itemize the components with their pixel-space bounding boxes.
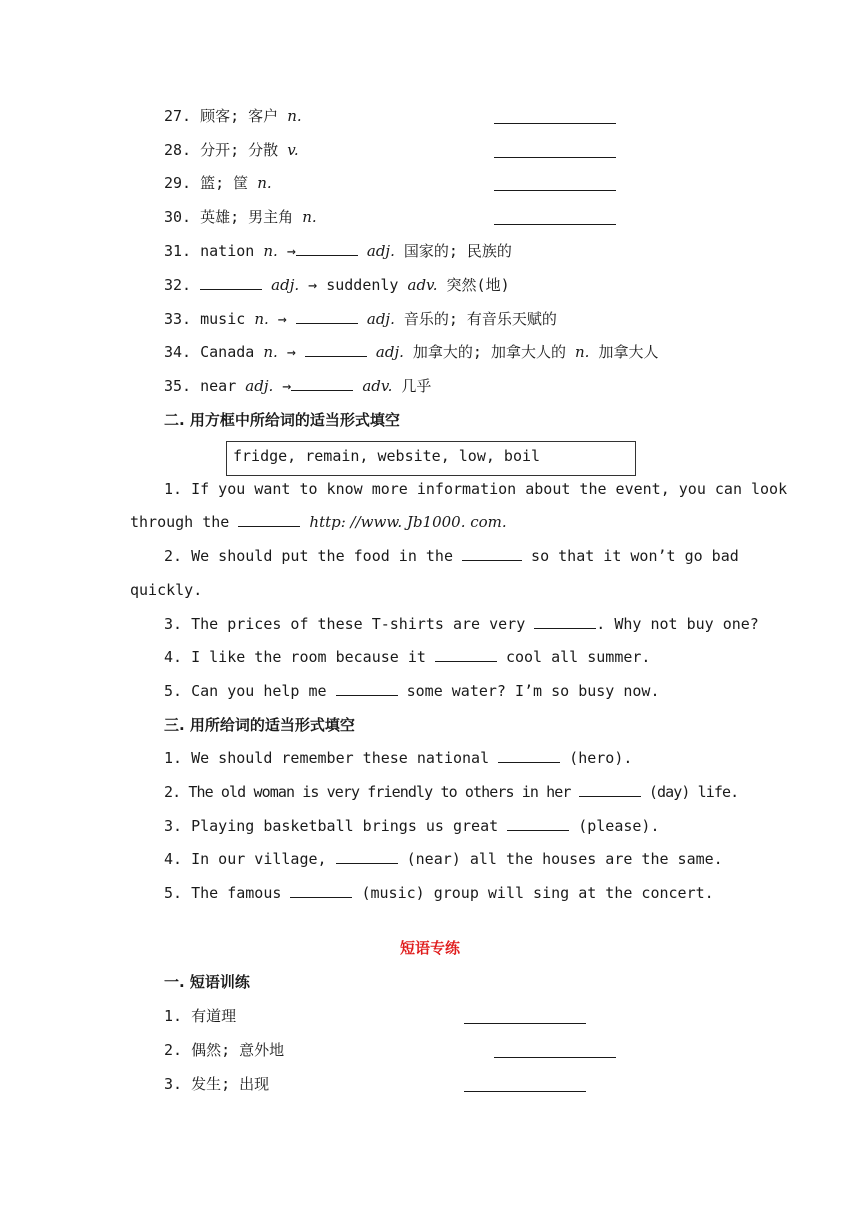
answer-blank[interactable] xyxy=(494,1057,616,1058)
answer-blank[interactable] xyxy=(435,647,497,662)
answer-blank[interactable] xyxy=(296,309,358,324)
answer-blank[interactable] xyxy=(296,241,358,256)
section-title: 二. 用方框中所给词的适当形式填空 xyxy=(164,411,400,429)
derive-item: 33. music n. → adj. 音乐的; 有音乐天赋的 xyxy=(164,310,557,328)
question-line: through the http: //www. Jb1000. com. xyxy=(130,513,507,531)
answer-blank[interactable] xyxy=(238,512,300,527)
derive-item: 35. near adj. → adv. 几乎 xyxy=(164,377,432,395)
question-line: 3. Playing basketball brings us great (please). xyxy=(164,817,660,835)
question-line: quickly. xyxy=(130,581,203,599)
question-line: 5. The famous (music) group will sing at the concert. xyxy=(164,884,714,902)
question-line: 4. I like the room because it cool all summer. xyxy=(164,648,651,666)
phrase-item: 2. 偶然; 意外地 xyxy=(164,1041,285,1059)
question-line: 1. We should remember these national (hero). xyxy=(164,749,633,767)
arrow-icon: → xyxy=(286,343,296,361)
question-line: 1. If you want to know more information about the event, you can look xyxy=(164,480,788,498)
answer-blank[interactable] xyxy=(507,816,569,831)
answer-blank[interactable] xyxy=(579,782,641,797)
vocab-item: 28. 分开; 分散 v. xyxy=(164,141,299,159)
answer-blank[interactable] xyxy=(494,190,616,191)
answer-blank[interactable] xyxy=(494,224,616,225)
question-line: 2. We should put the food in the so that it won’t go bad xyxy=(164,547,739,565)
answer-blank[interactable] xyxy=(336,849,398,864)
derive-item: 32. adj. → suddenly adv. 突然(地) xyxy=(164,276,510,294)
answer-blank[interactable] xyxy=(462,546,522,561)
answer-blank[interactable] xyxy=(464,1091,586,1092)
answer-blank[interactable] xyxy=(291,376,353,391)
answer-blank[interactable] xyxy=(498,748,560,763)
section-title: 三. 用所给词的适当形式填空 xyxy=(164,716,355,734)
arrow-icon: → xyxy=(277,310,287,328)
word-box-text: fridge, remain, website, low, boil xyxy=(233,447,541,465)
answer-blank[interactable] xyxy=(305,342,367,357)
arrow-icon: → xyxy=(282,377,292,395)
answer-blank[interactable] xyxy=(200,275,262,290)
arrow-icon: → xyxy=(286,242,296,260)
question-line: 4. In our village, (near) all the houses are the same. xyxy=(164,850,723,868)
vocab-item: 27. 顾客; 客户 n. xyxy=(164,107,302,125)
phrase-heading: 短语专练 xyxy=(399,939,460,957)
vocab-item: 29. 篮; 筐 n. xyxy=(164,174,272,192)
answer-blank[interactable] xyxy=(464,1023,586,1024)
question-line: 2. The old woman is very friendly to others in her (day) life. xyxy=(164,783,739,801)
answer-blank[interactable] xyxy=(494,123,616,124)
answer-blank[interactable] xyxy=(494,157,616,158)
derive-item: 34. Canada n. → adj. 加拿大的; 加拿大人的 n. 加拿大人 xyxy=(164,343,659,361)
section-title: 一. 短语训练 xyxy=(164,973,250,991)
question-line: 3. The prices of these T-shirts are very . Why not buy one? xyxy=(164,615,759,633)
derive-item: 31. nation n. → adj. 国家的; 民族的 xyxy=(164,242,512,260)
phrase-item: 3. 发生; 出现 xyxy=(164,1075,270,1093)
vocab-item: 30. 英雄; 男主角 n. xyxy=(164,208,317,226)
arrow-icon: → xyxy=(308,276,318,294)
word-box xyxy=(226,441,636,476)
question-line: 5. Can you help me some water? I’m so busy now. xyxy=(164,682,660,700)
answer-blank[interactable] xyxy=(290,883,352,898)
answer-blank[interactable] xyxy=(336,681,398,696)
phrase-item: 1. 有道理 xyxy=(164,1007,237,1025)
answer-blank[interactable] xyxy=(534,614,596,629)
